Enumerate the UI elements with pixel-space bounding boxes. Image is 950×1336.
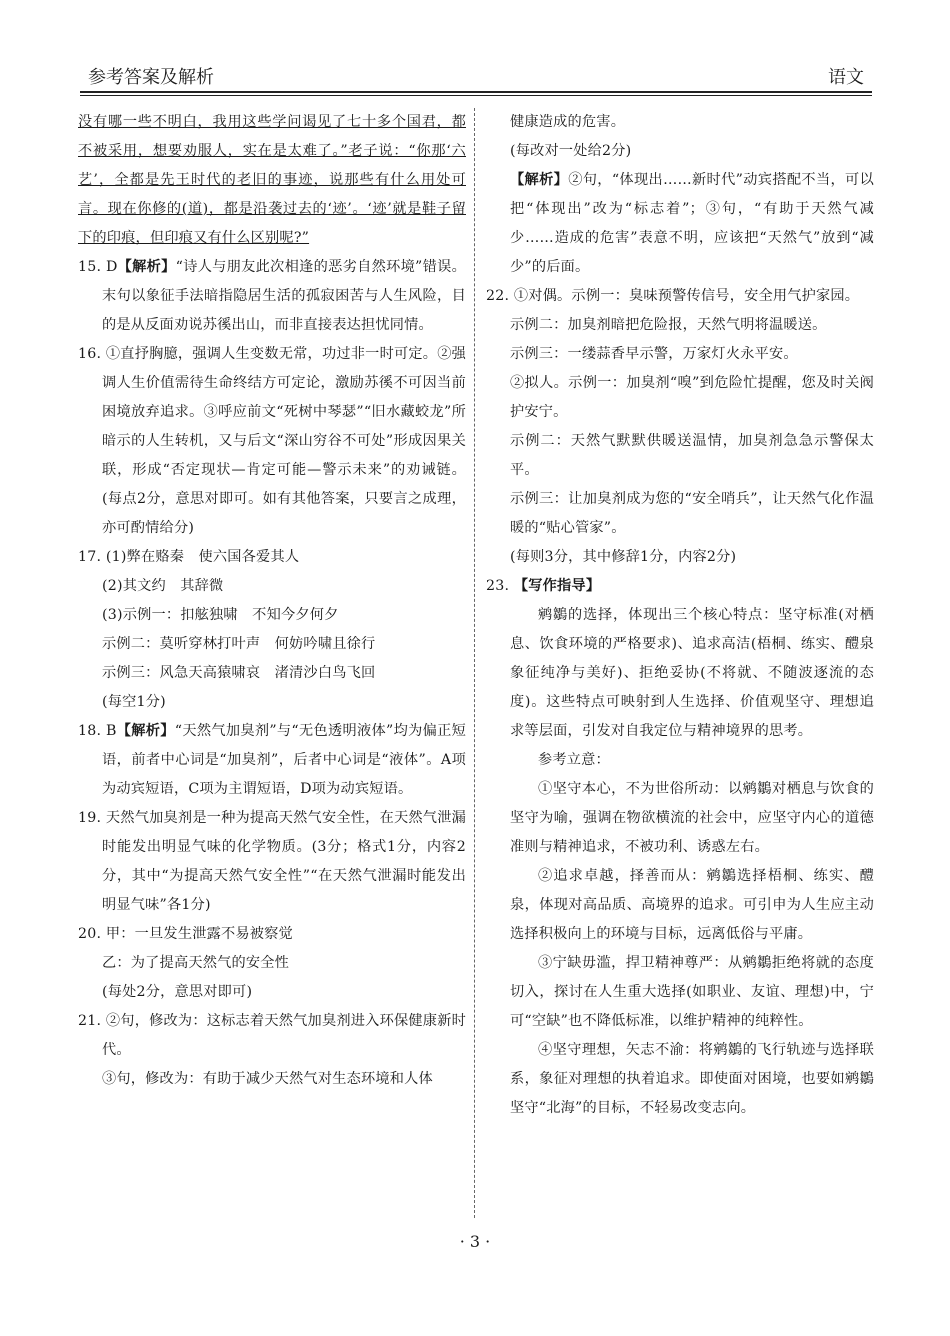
answer-text: (2)其文约 其辞微 xyxy=(102,578,224,594)
answer-paragraph xyxy=(486,137,874,166)
answer-paragraph xyxy=(78,949,466,978)
answer-text: ①直抒胸臆，强调人生变数无常，功过非一时可定。②强调人生价值需待生命终结方可定论，激励苏徯不可因当前困境放弃追求。③呼应前文“死树中琴瑟”“旧水藏蛟龙”所暗示的人生转机，又与后文“深山穷谷不可处”形成因果关联，形成“否定现状—肯定可能—警示未来”的劝诫链。(每点2分，意思对即可。如有其他答案，只要言之成理，亦可酌情给分) xyxy=(102,346,466,536)
question-number: 15. D xyxy=(78,259,118,275)
answer-paragraph xyxy=(486,166,874,282)
answer-paragraph xyxy=(78,108,466,253)
question-number: 19. xyxy=(78,810,106,826)
answer-text: 示例三：风急天高猿啸哀 渚清沙白鸟飞回 xyxy=(102,665,376,681)
answer-paragraph xyxy=(78,1065,466,1094)
answer-text: 没有哪一些不明白，我用这些学问谒见了七十多个国君，都不被采用，想要劝服人，实在是太难了。”老子说：“你那‘六艺’，全都是先王时代的老旧的事迹，说那些有什么用处可言。现在你修的(道)，都是沿袭过去的‘迹’。‘迹’就是鞋子留下的印痕，但印痕又有什么区别呢?” xyxy=(78,114,466,246)
answer-paragraph xyxy=(78,717,466,804)
answer-paragraph xyxy=(486,949,874,1036)
answer-text: 乙：为了提高天然气的安全性 xyxy=(102,955,290,971)
answer-text: 示例三：一缕蒜香早示警，万家灯火永平安。 xyxy=(510,346,798,362)
answer-paragraph xyxy=(78,978,466,1007)
answer-text: “诗人与朋友此次相逢的恶劣自然环境”错误。末句以象征手法暗指隐居生活的孤寂困苦与人生风险，目的是从反面劝说苏徯出山，而非直接表达担忧同情。 xyxy=(102,259,466,333)
answer-paragraph xyxy=(486,369,874,427)
question-number: 18. B xyxy=(78,723,117,739)
answer-text: ②追求卓越，择善而从：鹓鶵选择梧桐、练实、醴泉，体现对高品质、高境界的追求。可引申为人生应主动选择积极向上的环境与目标，远离低俗与平庸。 xyxy=(510,868,874,942)
answer-paragraph xyxy=(78,601,466,630)
answer-paragraph xyxy=(78,688,466,717)
question-number: 23. xyxy=(486,578,514,594)
header-subject: 语文 xyxy=(828,67,864,88)
header-title: 参考答案及解析 xyxy=(88,67,214,88)
answer-text: 甲：一旦发生泄露不易被察觉 xyxy=(105,926,293,942)
left-column xyxy=(78,108,466,1094)
answer-paragraph xyxy=(486,340,874,369)
right-column xyxy=(486,108,874,1123)
answer-paragraph xyxy=(486,485,874,543)
answer-paragraph xyxy=(78,253,466,340)
answer-text: 示例三：让加臭剂成为您的“安全哨兵”，让天然气化作温暖的“贴心管家”。 xyxy=(510,491,874,536)
answer-paragraph xyxy=(486,862,874,949)
answer-text: “天然气加臭剂”与“无色透明液体”均为偏正短语，前者中心词是“加臭剂”，后者中心词是“液体”。A项为动宾短语，C项为主谓短语，D项为动宾短语。 xyxy=(102,723,466,797)
page-number: · 3 · xyxy=(459,1232,491,1251)
answer-paragraph xyxy=(78,1007,466,1065)
answer-paragraph xyxy=(486,601,874,746)
answer-paragraph xyxy=(486,1036,874,1123)
answer-paragraph xyxy=(486,427,874,485)
question-number: 22. xyxy=(486,288,514,304)
answer-text: ③句，修改为：有助于减少天然气对生态环境和人体 xyxy=(102,1071,433,1087)
answer-text: (每空1分) xyxy=(102,694,166,710)
answer-paragraph xyxy=(486,572,874,601)
question-number: 20. xyxy=(78,926,106,942)
question-number: 21. xyxy=(78,1013,106,1029)
analysis-label: 【解析】 xyxy=(117,259,176,275)
answer-text: 示例二：天然气默默供暖送温情，加臭剂急急示警保太平。 xyxy=(510,433,874,478)
answer-text: ②句，“体现出……新时代”动宾搭配不当，可以把“体现出”改为“标志着”；③句，“有助于天然气减少……造成的危害”表意不明，应该把“天然气”放到“减少”的后面。 xyxy=(510,172,874,275)
answer-text: (每则3分，其中修辞1分，内容2分) xyxy=(510,549,737,565)
answer-text: 示例二：加臭剂暗把危险报，天然气明将温暖送。 xyxy=(510,317,827,333)
analysis-label: 【解析】 xyxy=(116,723,175,739)
question-number: 16. xyxy=(78,346,106,362)
answer-text: ③宁缺毋滥，捍卫精神尊严：从鹓鶵拒绝将就的态度切入，探讨在人生重大选择(如职业、友谊、理想)中，宁可“空缺”也不降低标准，以维护精神的纯粹性。 xyxy=(510,955,874,1029)
analysis-label: 【写作指导】 xyxy=(513,578,601,594)
question-number: 17. xyxy=(78,549,106,565)
analysis-label: 【解析】 xyxy=(510,172,569,188)
column-divider xyxy=(474,108,475,1218)
answer-paragraph xyxy=(486,311,874,340)
header-rule xyxy=(80,91,872,93)
answer-paragraph xyxy=(78,543,466,572)
answer-paragraph xyxy=(486,108,874,137)
header-rule-thin xyxy=(80,95,872,96)
answer-paragraph xyxy=(78,572,466,601)
answer-text: 天然气加臭剂是一种为提高天然气安全性，在天然气泄漏时能发出明显气味的化学物质。(3分；格式1分，内容2分，其中“为提高天然气安全性”“在天然气泄漏时能发出明显气味”各1分) xyxy=(102,810,466,913)
answer-text: (每处2分，意思对即可) xyxy=(102,984,253,1000)
answer-paragraph xyxy=(78,630,466,659)
answer-paragraph xyxy=(486,282,874,311)
answer-text: ②拟人。示例一：加臭剂“嗅”到危险忙提醒，您及时关阀护安宁。 xyxy=(510,375,874,420)
answer-paragraph xyxy=(486,775,874,862)
answer-text: ①坚守本心，不为世俗所动：以鹓鶵对栖息与饮食的坚守为喻，强调在物欲横流的社会中，应坚守内心的道德准则与精神追求，不被功利、诱惑左右。 xyxy=(510,781,874,855)
answer-text: 健康造成的危害。 xyxy=(510,114,626,130)
answer-paragraph xyxy=(78,659,466,688)
answer-text: (1)弊在赂秦 使六国各爱其人 xyxy=(105,549,300,565)
answer-paragraph xyxy=(78,804,466,920)
answer-paragraph xyxy=(486,543,874,572)
answer-text: 鹓鶵的选择，体现出三个核心特点：坚守标准(对栖息、饮食环境的严格要求)、追求高洁(梧桐、练实、醴泉象征纯净与美好)、拒绝妥协(不将就、不随波逐流的态度)。这些特点可映射到人生选择、价值观坚守、理想追求等层面，引发对自我定位与精神境界的思考。 xyxy=(510,607,874,739)
answer-paragraph xyxy=(486,746,874,775)
answer-text: ④坚守理想，矢志不渝：将鹓鶵的飞行轨迹与选择联系，象征对理想的执着追求。即使面对困境，也要如鹓鶵坚守“北海”的目标，不轻易改变志向。 xyxy=(510,1042,874,1116)
answer-text: ②句，修改为：这标志着天然气加臭剂进入环保健康新时代。 xyxy=(102,1013,466,1058)
answer-text: ①对偶。示例一：臭味预警传信号，安全用气护家园。 xyxy=(513,288,860,304)
answer-paragraph xyxy=(78,340,466,543)
answer-paragraph xyxy=(78,920,466,949)
answer-text: 示例二：莫听穿林打叶声 何妨吟啸且徐行 xyxy=(102,636,376,652)
answer-text: (每改对一处给2分) xyxy=(510,143,632,159)
answer-text: 参考立意： xyxy=(538,752,610,768)
answer-text: (3)示例一：扣舷独啸 不知今夕何夕 xyxy=(102,607,339,623)
